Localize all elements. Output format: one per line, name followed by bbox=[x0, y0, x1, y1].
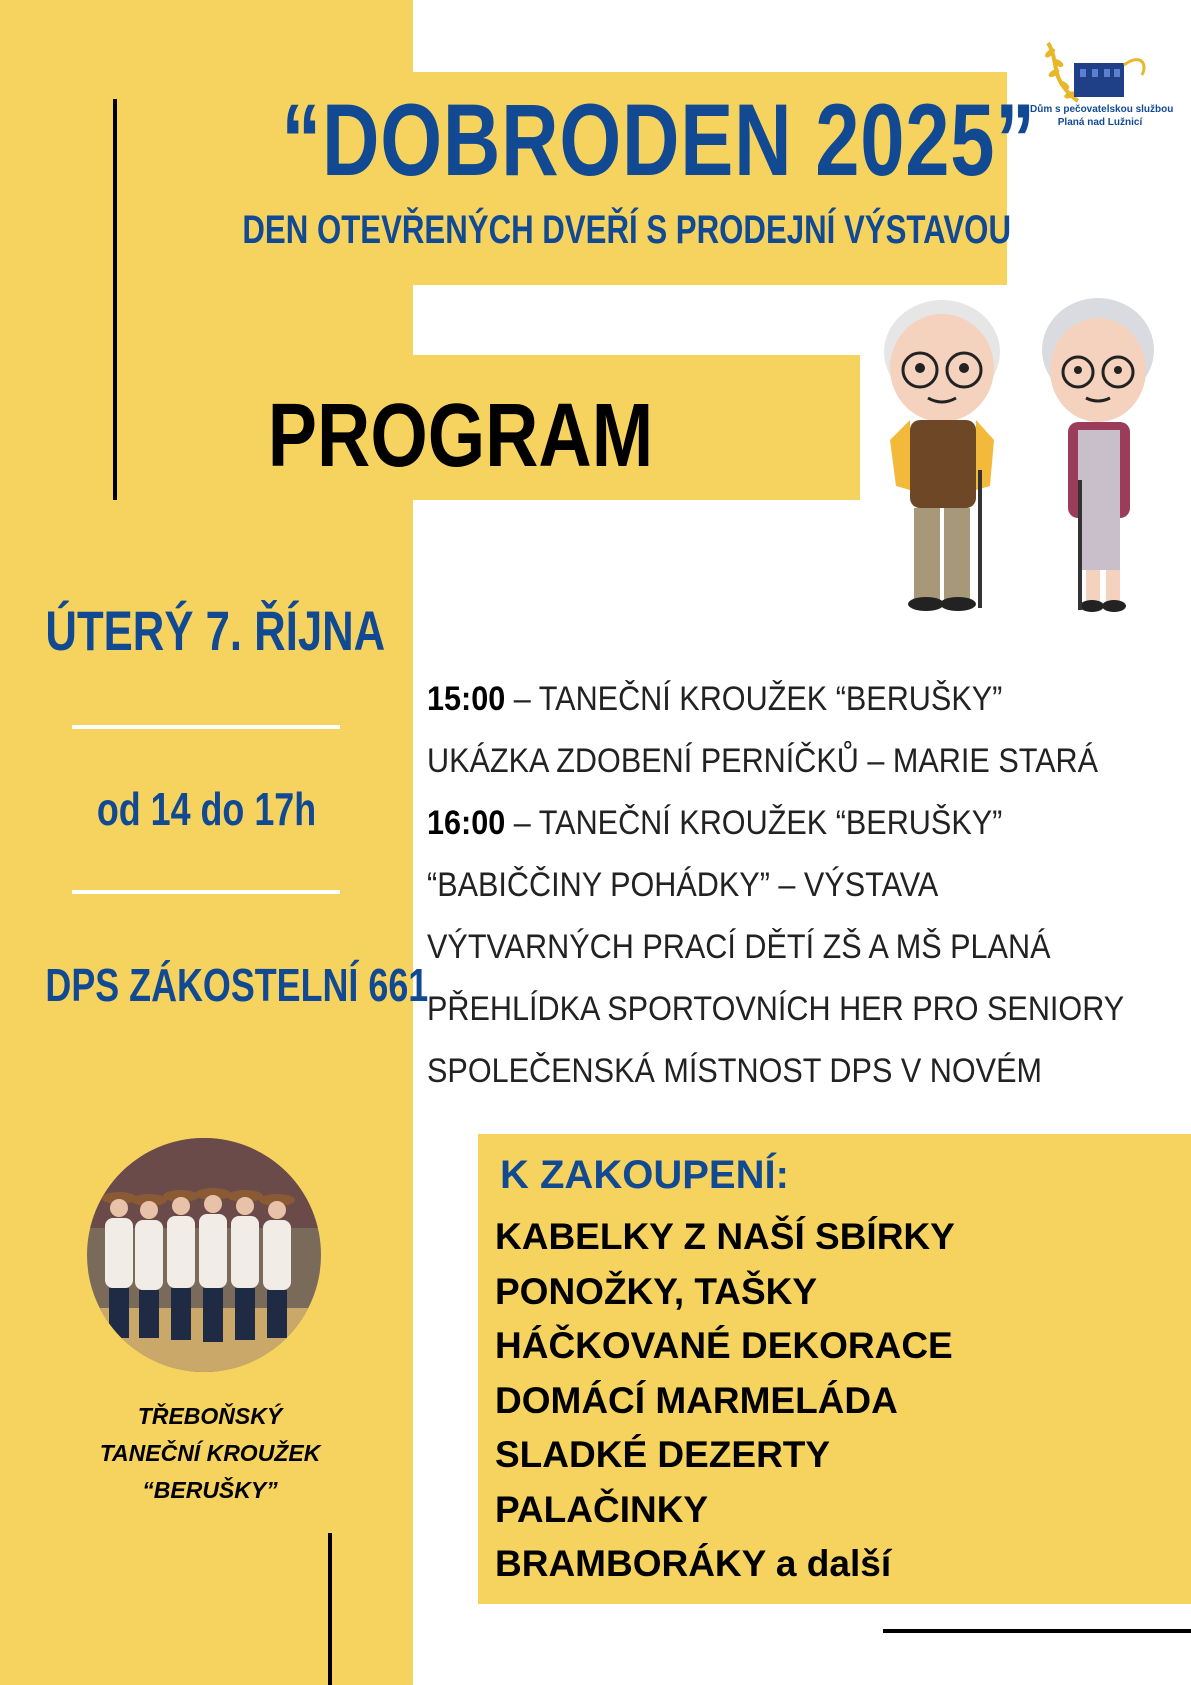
dance-group-photo bbox=[87, 1138, 321, 1372]
purchase-item: SLADKÉ DEZERTY bbox=[495, 1434, 831, 1475]
logo-line-2: Planá nad Lužnicí bbox=[1057, 117, 1143, 128]
event-date: ÚTERÝ 7. ŘÍJNA bbox=[45, 599, 386, 662]
purchase-item: BRAMBORÁKY a další bbox=[495, 1543, 892, 1584]
purchase-list bbox=[495, 1210, 955, 1592]
schedule-time: 16:00 bbox=[427, 804, 506, 842]
photo-caption bbox=[60, 1398, 360, 1509]
schedule-text: VÝTVARNÝCH PRACÍ DĚTÍ ZŠ A MŠ PLANÁ bbox=[427, 928, 1051, 966]
purchase-heading: K ZAKOUPENÍ: bbox=[500, 1153, 789, 1197]
logo-line-1: Dům s pečovatelskou službou bbox=[1030, 104, 1174, 115]
white-divider-2 bbox=[72, 890, 340, 894]
purchase-item: KABELKY Z NAŠÍ SBÍRKY bbox=[495, 1216, 955, 1257]
schedule-text: SPOLEČENSKÁ MÍSTNOST DPS V NOVÉM bbox=[427, 1052, 1042, 1090]
schedule-text: – TANEČNÍ KROUŽEK “BERUŠKY” bbox=[505, 680, 1003, 718]
schedule-text: – TANEČNÍ KROUŽEK “BERUŠKY” bbox=[505, 804, 1003, 842]
purchase-item: HÁČKOVANÉ DEKORACE bbox=[495, 1325, 953, 1366]
white-divider-1 bbox=[72, 725, 340, 729]
schedule-time: 15:00 bbox=[427, 680, 506, 718]
schedule-text: PŘEHLÍDKA SPORTOVNÍCH HER PRO SENIORY bbox=[427, 990, 1125, 1028]
caption-line: TŘEBOŇSKÝ bbox=[137, 1403, 283, 1429]
page-title: “DOBRODEN 2025” bbox=[281, 83, 1036, 197]
schedule-item bbox=[427, 730, 1111, 792]
purchase-item: PALAČINKY bbox=[495, 1488, 709, 1530]
event-place: DPS ZÁKOSTELNÍ 661 bbox=[45, 959, 429, 1011]
schedule-text: “BABIČČINY POHÁDKY” – VÝSTAVA bbox=[427, 866, 939, 904]
schedule-item bbox=[427, 1040, 1111, 1102]
caption-line: “BERUŠKY” bbox=[142, 1477, 278, 1503]
purchase-item: DOMÁCÍ MARMELÁDA bbox=[495, 1379, 898, 1421]
schedule-text: UKÁZKA ZDOBENÍ PERNÍČKŮ – MARIE STARÁ bbox=[427, 742, 1099, 780]
schedule-item bbox=[427, 668, 1111, 730]
vertical-divider-bottom bbox=[328, 1533, 332, 1685]
seniors-illustration bbox=[880, 290, 1180, 660]
schedule-item bbox=[427, 916, 1111, 978]
schedule-item bbox=[427, 854, 1111, 916]
page-subtitle: DEN OTEVŘENÝCH DVEŘÍ S PRODEJNÍ VÝSTAVOU bbox=[242, 208, 1011, 252]
schedule-item bbox=[427, 978, 1125, 1040]
caption-line: TANEČNÍ KROUŽEK bbox=[99, 1440, 321, 1466]
horizontal-divider-bottom bbox=[883, 1629, 1191, 1633]
schedule-item bbox=[427, 792, 1111, 854]
event-hours: od 14 do 17h bbox=[96, 783, 317, 835]
purchase-item: PONOŽKY, TAŠKY bbox=[495, 1270, 818, 1312]
vertical-divider-top bbox=[113, 99, 117, 500]
schedule-list bbox=[427, 668, 1187, 1102]
program-title: PROGRAM bbox=[267, 386, 654, 486]
